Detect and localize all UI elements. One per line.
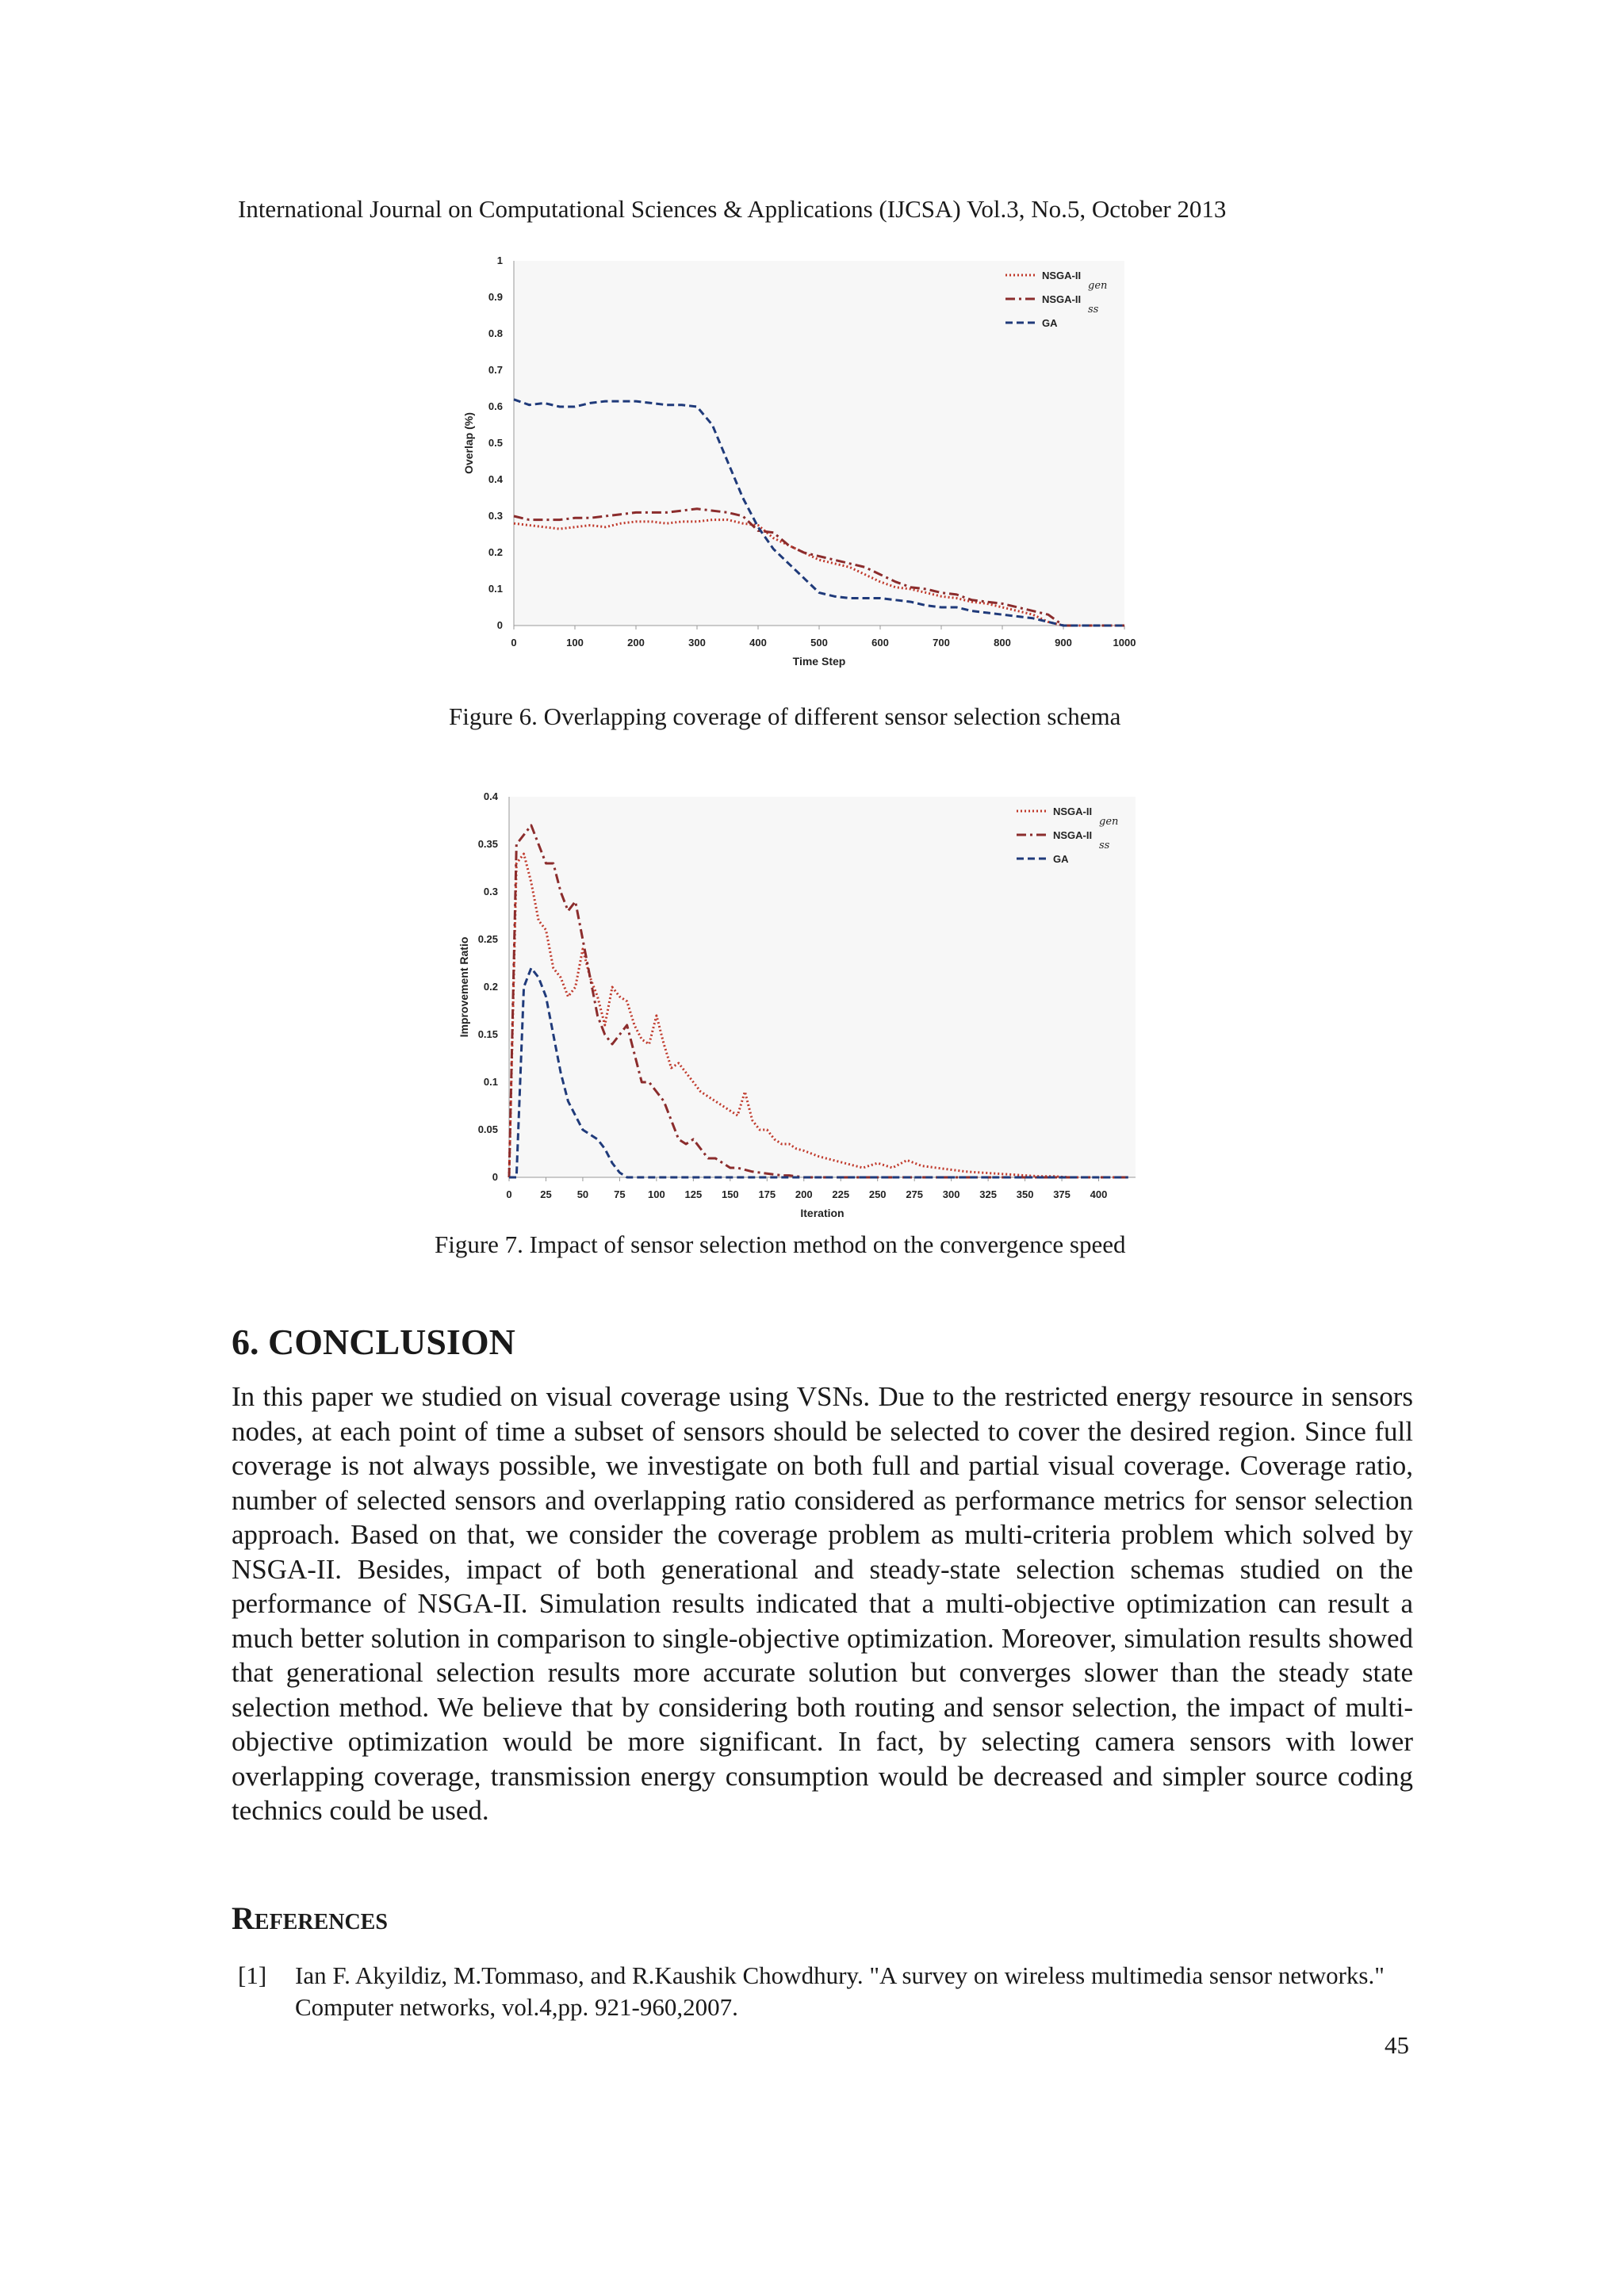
x-tick-label: 225 <box>832 1188 850 1200</box>
plot-area <box>509 797 1136 1177</box>
x-tick-label: 50 <box>576 1188 589 1200</box>
y-tick-label: 0.5 <box>488 437 503 449</box>
x-axis-title: Time Step <box>792 655 846 668</box>
x-tick-label: 0 <box>511 637 517 649</box>
y-tick-label: 0.9 <box>488 291 503 303</box>
figure-6-chart <box>444 250 1205 678</box>
legend-label: NSGA-II <box>1042 293 1082 305</box>
x-tick-label: 175 <box>758 1188 776 1200</box>
x-tick-label: 600 <box>871 637 889 649</box>
x-tick-label: 100 <box>566 637 584 649</box>
y-axis-title: Improvement Ratio <box>458 936 470 1038</box>
x-tick-label: 300 <box>688 637 706 649</box>
x-tick-label: 125 <box>684 1188 703 1200</box>
x-tick-label: 200 <box>795 1188 813 1200</box>
x-tick-label: 375 <box>1053 1188 1071 1200</box>
y-tick-label: 0.3 <box>488 510 503 522</box>
y-tick-label: 0.2 <box>483 981 498 993</box>
x-tick-label: 400 <box>1090 1188 1108 1200</box>
y-tick-label: 0.1 <box>483 1076 498 1088</box>
x-tick-label: 0 <box>506 1188 512 1200</box>
legend-label: GA <box>1042 317 1058 329</box>
legend-subscript: gen <box>1099 816 1119 828</box>
figure-7-caption: Figure 7. Impact of sensor selection method on the convergence speed <box>435 1230 1126 1258</box>
plot-area <box>514 261 1124 626</box>
y-tick-label: 0 <box>492 1171 498 1183</box>
y-tick-label: 0.4 <box>483 790 498 802</box>
x-tick-label: 900 <box>1055 637 1072 649</box>
y-tick-label: 0.6 <box>488 400 503 412</box>
x-tick-label: 200 <box>627 637 645 649</box>
y-tick-label: 0.8 <box>488 327 503 339</box>
y-tick-label: 0.2 <box>488 546 503 558</box>
y-tick-label: 0.1 <box>488 583 503 595</box>
figure-7-chart <box>444 781 1205 1233</box>
y-tick-label: 0.05 <box>477 1123 498 1135</box>
x-tick-label: 25 <box>540 1188 552 1200</box>
legend-label: NSGA-II <box>1053 806 1093 817</box>
x-tick-label: 150 <box>721 1188 739 1200</box>
x-tick-label: 350 <box>1016 1188 1034 1200</box>
y-tick-label: 0 <box>496 619 503 631</box>
x-tick-label: 300 <box>942 1188 960 1200</box>
x-tick-label: 325 <box>979 1188 997 1200</box>
x-tick-label: 700 <box>933 637 950 649</box>
page-number: 45 <box>1385 2031 1409 2059</box>
y-tick-label: 1 <box>496 254 503 266</box>
y-tick-label: 0.35 <box>477 838 498 850</box>
x-tick-label: 250 <box>868 1188 887 1200</box>
x-tick-label: 1000 <box>1113 637 1136 649</box>
figure-6-caption: Figure 6. Overlapping coverage of different sensor selection schema <box>449 702 1121 730</box>
legend-label: GA <box>1053 853 1069 865</box>
legend-subscript: gen <box>1088 280 1108 292</box>
x-axis-title: Iteration <box>800 1207 845 1219</box>
y-tick-label: 0.25 <box>477 933 498 945</box>
conclusion-paragraph: In this paper we studied on visual coverage using VSNs. Due to the restricted energy resource in sensors nodes, at each point of time a subset of sensors should be selected to cover the desired region. Since full coverage is not always possible, we investigate on both full and partial visual coverage. Coverage ratio, number of selected sensors and overlapping ratio considered as performance metrics for sensor selection approach. Based on that, we consider the coverage problem as multi-criteria problem which solved by NSGA-II. Besides, impact of both generational and steady-state selection schemas studied on the performance of NSGA-II. Simulation results indicated that a multi-objective optimization can result a much better solution in comparison to single-objective optimization. Moreover, simulation results showed that generational selection results more accurate solution but converges slower than the steady state selection method. We believe that by considering both routing and sensor selection, the impact of multi-objective optimization would be more significant. In fact, by selecting camera sensors with lower overlapping coverage, transmission energy consumption would be decreased and simpler source coding technics could be used. <box>232 1381 1413 1826</box>
x-tick-label: 75 <box>614 1188 626 1200</box>
journal-header: International Journal on Computational Sciences & Applications (IJCSA) Vol.3, No.5, October 2013 <box>238 195 1227 223</box>
y-tick-label: 0.7 <box>488 364 503 376</box>
reference-number: [1] <box>238 1961 267 1989</box>
legend-label: NSGA-II <box>1042 270 1082 281</box>
x-tick-label: 500 <box>810 637 828 649</box>
y-tick-label: 0.15 <box>477 1028 498 1040</box>
y-tick-label: 0.3 <box>483 886 498 897</box>
section-title: 6. CONCLUSION <box>232 1322 515 1362</box>
legend-subscript: ss <box>1099 840 1110 851</box>
reference-text: Ian F. Akyildiz, M.Tommaso, and R.Kaushik Chowdhury. "A survey on wireless multimedia sensor networks." Computer networks, vol.4,pp. 921-960,2007. <box>295 1961 1385 2021</box>
x-tick-label: 275 <box>906 1188 924 1200</box>
y-axis-title: Overlap (%) <box>462 412 475 474</box>
y-tick-label: 0.4 <box>488 473 503 485</box>
references-title: References <box>232 1900 388 1936</box>
legend-subscript: ss <box>1088 304 1099 316</box>
x-tick-label: 400 <box>749 637 767 649</box>
x-tick-label: 800 <box>994 637 1011 649</box>
conclusion-text <box>232 1380 1413 1828</box>
x-tick-label: 100 <box>648 1188 665 1200</box>
legend-label: NSGA-II <box>1053 829 1093 841</box>
